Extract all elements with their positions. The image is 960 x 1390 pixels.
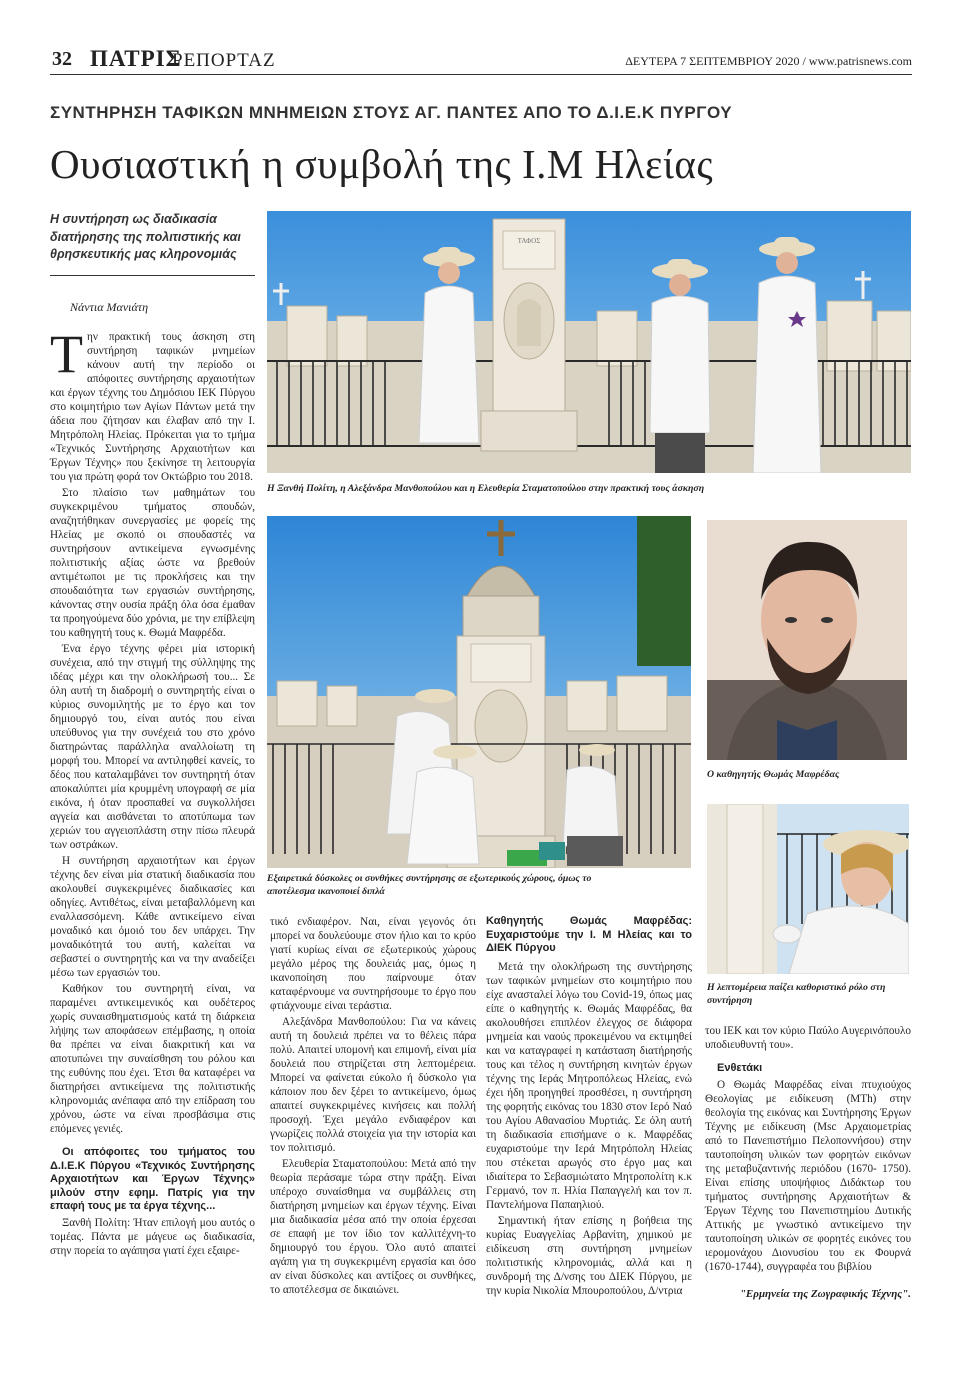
paragraph: τικό ενδιαφέρον. Ναι, είναι γεγονός ότι μπορεί να δουλεύουμε στον ήλιο και το κρύο γιατί κυρίως είναι σε εξωτερικούς χώρους μεγάλο μέρος της δουλειάς μας, όμως η ικανοποίηση που παίρνουμε όταν καταφέρνουμε να συντηρήσουμε το έργο που φτιάχνουμε είναι τεράστια. — [270, 916, 476, 1012]
paragraph: Ξανθή Πολίτη: Ήταν επιλογή μου αυτός ο τομέας. Πάντα με μάγευε ως διαδικασία, στην πορεία το αγάπησα γιατί έχει εξαιρε- — [50, 1216, 255, 1257]
column-1 — [50, 324, 255, 1260]
newspaper-brand: ΠΑΤΡΙΣ — [90, 46, 182, 71]
book-title: "Ερμηνεία της Ζωγραφικής Τέχνης". — [739, 1287, 911, 1300]
byline: Νάντια Μανιάτη — [70, 300, 149, 314]
caption-photo3: Ο καθηγητής Θωμάς Μαφρέδας — [707, 769, 840, 780]
paragraph: Η συντήρηση αρχαιοτήτων και έργων τέχνης δεν είναι μία στατική διαδικασία που ακολουθεί συγκεκριμένες διαδικασίες και οδηγίες. Αντιθέτως, είναι μεταβαλλόμενη και εναλλασσόμενη. Κάθε αντικείμενο είναι μοναδικό και όμοιό του δεν υπάρχει. Την μοναδικότητά του αυτή, καλείται να σεβαστεί ο συντηρητής και να την αναδείξει μέσω των εργασιών του. — [50, 855, 255, 979]
paragraph: Ένα έργο τέχνης φέρει μία ιστορική συνέχεια, από την στιγμή της σύλληψης της ιδέας μέχρι και την ολοκλήρωσή του... Σε όλη αυτή τη διαδρομή ο συντηρητής είναι ο κύριος συνομιλητής με το έργο και τον δημιουργό του, είναι αυτός που είναι υπεύθυνος για την συνέχειά του στο χρόνο διατηρώντας παράλληλα αναλλοίωτη τη μορφή του. Μπορεί να αντιληφθεί κανείς, το δέος που καταλαμβάνει τον συντηρητή όταν αποκαλύπτει μία κρυμμένη υπογραφή σε μία εικόνα, ή όταν προσπαθεί να συγκολλήσει αγγεία και αισθάνεται το αποτύπωμα των χεριών του αγγειοπλάστη στην πίσω πλευρά των οστράκων. — [50, 643, 255, 851]
deck-rule — [50, 275, 255, 276]
dateline: ΔΕΥΤΕΡΑ 7 ΣΕΠΤΕΜΒΡΙΟΥ 2020 / www.patrisnews.com — [625, 54, 912, 68]
column-2 — [270, 915, 476, 1299]
headline: Ουσιαστική η συμβολή της Ι.Μ Ηλείας — [50, 141, 714, 187]
paragraph: Σημαντική ήταν επίσης η βοήθεια της κυρίας Ευαγγελίας Αρβανίτη, χημικού με ειδίκευση στη συντήρηση μνημείων πολιτιστικής κληρονομιάς, αλλά και η συνδρομή της Δ/νσης του ΔΙΕΚ Πύργου, με την κυρία Νικολία Μπουρoπούλου, Δ/ντρια — [486, 1214, 692, 1297]
paragraph: Καθήκον του συντηρητή είναι, να παραμένει αντικειμενικός και ουδέτερος χωρίς συναισθηματισμούς κατά τη διάρκεια λήψης των αποφάσεων επέμβασης, η οποία θα πρέπει να είναι διακριτική και να αποτυπώνει την συναίσθηση του ρόλου και της ευθύνης που έχει. Έτσι θα καταφέρει να διατηρήσει αντικείμενα της πολιτιστικής κληρονομιάς ανέπαφα από την επίδραση του χρόνου, ώστε να είναι προσβάσιμα στις επόμενες γενιές. — [50, 983, 255, 1135]
paragraph: Ο Θωμάς Μαφρέδας είναι πτυχιούχος Θεολογίας με ειδίκευση (MTh) στην θεολογία της εικόνας και Συντήρησης Έργων Τέχνης με ειδίκευση (Msc Αρχαιομετρίας από το Πανεπιστήμιο Πελοποννήσου) στην ταυτοποίηση υλικών των φορητών εικόνων της μεταβυζαντινής περιόδου (1670- 1750). Είναι επίσης υποψήφιος Διδάκτωρ του τμήματος συντήρησης Αρχαιοτήτων & Έργων Τέχνης του Πανεπιστημίου Δυτικής Αττικής με γνωστικό αντικείμενο την ταυτοποίηση υλικών σε φορητές εικόνες του ιερομονάχου Διονυσίου του εκ Φουρνά (1670-1744), συγγραφέα του βιβλίου — [705, 1078, 911, 1273]
subheading: Καθηγητής Θωμάς Μαφρέδας: Ευχαριστούμε την Ι. Μ Ηλείας και το ΔΙΕΚ Πύργου — [486, 915, 692, 954]
caption-photo1: Η Ξανθή Πολίτη, η Αλεξάνδρα Μανθοπούλου και η Ελευθερία Σταματοπούλου στην πρακτική τους άσκηση — [267, 483, 705, 494]
deck: Η συντήρηση ως διαδικασία διατήρησης της πολιτιστικής και θρησκευτικής μας κληρονομιάς — [50, 212, 241, 261]
paragraph: Στο πλαίσιο των μαθημάτων του συγκεκριμένου τμήματος σπουδών, αναζητήθηκαν συνεργασίες με φορείς της Ηλείας με σκοπό οι σπουδαστές να συντηρήσουν αντικείμενα εγνωσμένης πολιτιστικής αξίας ώστε να βρεθούν αντιμέτωποι με τις προκλήσεις και την σπουδαιότητα των εργασιών συντήρησης, κάνοντας στην ουσία πράξη όλα όσα έμαθαν τα προηγούμενα δύο χρόνια, με την επίβλεψη του καθηγητή τους κ. Θωμά Μαφρέδα. — [50, 487, 255, 639]
column-4 — [705, 1024, 911, 1303]
paragraph: Ελευθερία Σταματοπούλου: Μετά από την θεωρία περάσαμε τώρα στην πράξη. Είναι υπέροχο συναίσθημα να συμβάλλεις στη διατήρηση μνημείων και έργων τέχνης. Είναι μια διαδικασία μέσα από την οποία έρχεσαι σε επαφή με τον ίδιο τον καλλιτέχνη-το δημιουργό του έργου. Όλο αυτό απαιτεί αγάπη για τη συγκεκριμένη εργασία και όσο αν είναι δύσκολες και αντίξοες οι συνθήκες, το αποτέλεσμα σε δικαιώνει. — [270, 1158, 476, 1296]
caption-photo2: Εξαιρετικά δύσκολες οι συνθήκες συντήρησης σε εξωτερικούς χώρους, όμως το αποτέλεσμα ικανοποιεί διπλά — [267, 873, 592, 897]
paragraph: Μετά την ολοκλήρωση της συντήρησης των ταφικών μνημείων στο κοιμητήριο που είχε ανασταλεί λόγω του Covid-19, όπως μας είπε ο καθηγητής κ. Θωμάς Μαφρέδας, θα ακολουθήσει επιπλέον έλεγχος σε διάφορα μνημεία και ναούς προκειμένου να εκτιμηθεί και να καταγραφεί η κατάσταση διατήρησής τους και τέλος η συντήρηση κινητών έργων τέχνης της Ιεράς Μητροπόλεως Ηλείας, ενώ έχει ήδη προηγηθεί προσθέσει, η συντήρηση της φορητής εικόνας του 1830 στον Ιερό Ναό του Αγίου Αθανασίου Μυρτιάς. Σε όλη αυτή τη διαδικασία επισήμανε ο κ. Μαφρέδας ευχαριστούμε την Ιερά Μητρόπολη Ηλείας που στέκεται αρωγός στο έργο μας και ιδιαίτερα το Σεβασμιώτατο Μητροπολίτη κ.κ Γερμανό, τον π. Ηλία Παπαγγελή και τον π. Παντελήμονα Παπαηλιού. — [486, 960, 692, 1211]
dropcap: Τ — [50, 324, 83, 384]
header-rule — [50, 74, 912, 75]
paragraph: Την πρακτική τους άσκηση στη συντήρηση ταφικών μνημείων κάνουν αυτή την περίοδο οι απόφοιτες συντήρησης αρχαιοτήτων και έργων τέχνης του Δημόσιου ΙΕΚ Πύργου στο κοιμητήριο των Αγίων Πάντων μετά την άδεια που ζήτησαν και έλαβαν από την Ι. Μητρόπολη Ηλείας. Πρόκειται για το τμήμα «Τεχνικός Συντήρησης Αρχαιοτήτων και Έργων Τέχνης» που ξεκίνησε τη λειτουργία του για πρώτη φορά τον Οκτώβριο του 2018. — [50, 324, 255, 483]
photo-working-monument — [267, 516, 691, 868]
photo-detail-work — [707, 804, 909, 974]
paragraph: Αλεξάνδρα Μανθοπούλου: Για να κάνεις αυτή τη δουλειά πρέπει να το θέλεις πάρα πολύ. Απαιτεί υπομονή και επιμονή, είναι μία δουλειά που στηρίζεται στη λεπτομέρεια. Μπορεί να φαίνεται εύκολο ή δύσκολο για κάποιον που δεν ξέρει το αντικείμενο, όμως απαιτεί συγκεκριμένες κινήσεις και πολλή προσοχή. Έχει μεγάλο ενδιαφέρον και γνωρίζεις πολλά στοιχεία για την ιστορία και τον πολιτισμό. — [270, 1016, 476, 1154]
monument-inscription: ΤΑΦΟΣ — [517, 237, 541, 245]
section-name: ΡΕΠΟΡΤΑΖ — [172, 50, 276, 71]
kicker: ΣΥΝΤΗΡΗΣΗ ΤΑΦΙΚΩΝ ΜΝΗΜΕΙΩΝ ΣΤΟΥΣ ΑΓ. ΠΑΝΤΕΣ ΑΠΟ ΤΟ Δ.Ι.Ε.Κ ΠΥΡΓΟΥ — [50, 103, 733, 122]
column-3 — [486, 915, 692, 1300]
photo-conservators — [267, 211, 911, 473]
subheading: Ενθετάκι — [717, 1062, 763, 1074]
paragraph: του ΙΕΚ και τον κύριο Παύλο Αυγερινόπουλο υποδιευθυντή του». — [705, 1025, 911, 1051]
page-number: 32 — [52, 48, 72, 70]
subheading: Οι απόφοιτες του τμήματος του Δ.Ι.Ε.Κ Πύργου «Τεχνικός Συντήρησης Αρχαιοτήτων και Έργων Τέχνης» μιλούν στην εφημ. Πατρίς για την επαφή τους με τα έργα τέχνης... — [50, 1146, 255, 1212]
caption-photo4: Η λεπτομέρεια παίζει καθοριστικό ρόλο στη συντήρηση — [707, 982, 886, 1006]
photo-portrait — [707, 520, 907, 760]
